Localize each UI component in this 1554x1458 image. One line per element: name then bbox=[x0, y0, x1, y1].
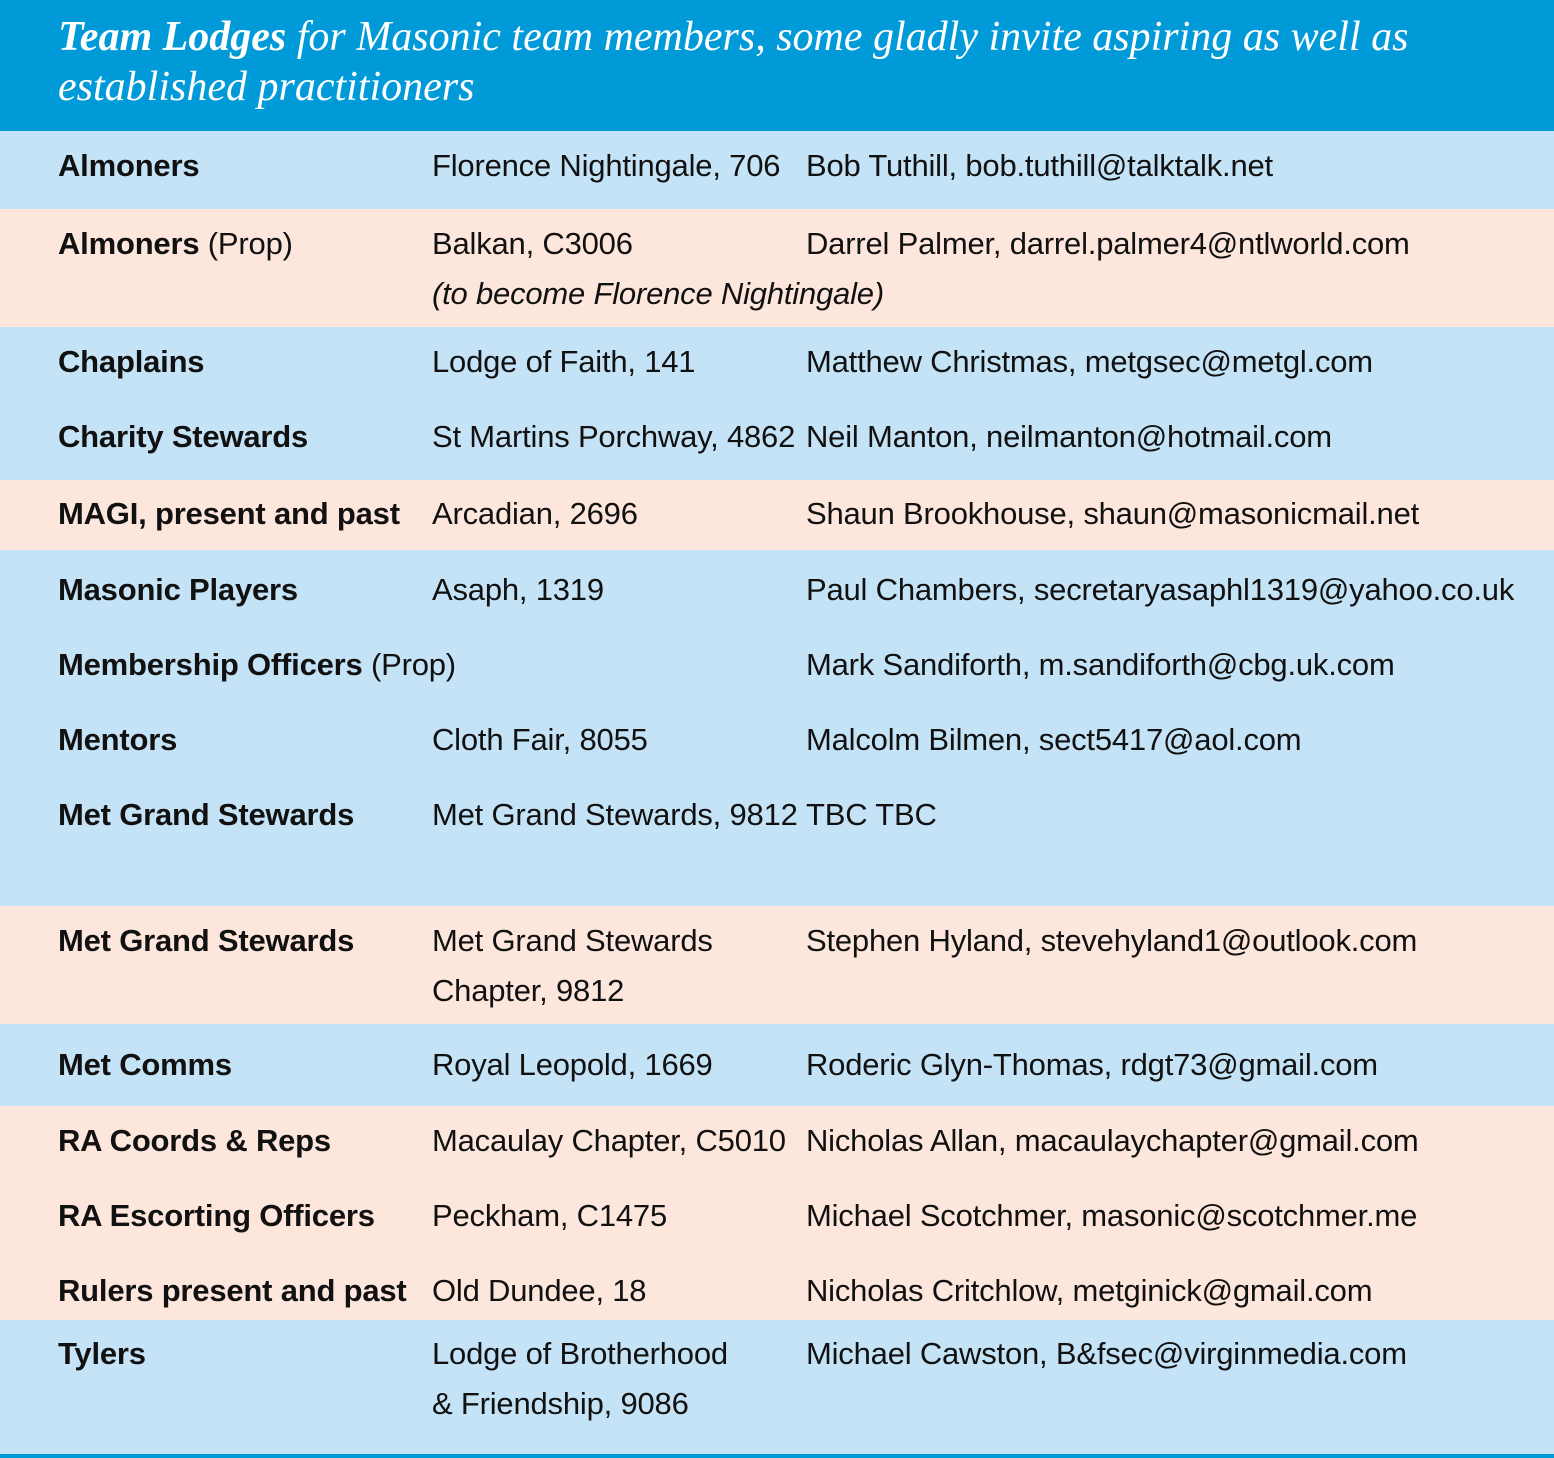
lodge-name: Cloth Fair, 8055 bbox=[432, 722, 648, 757]
lodge-name: Asaph, 1319 bbox=[432, 572, 604, 607]
role-name: RA Escorting Officers bbox=[58, 1198, 375, 1233]
lodge-name: Lodge of Faith, 141 bbox=[432, 344, 696, 379]
table-row bbox=[0, 1266, 1554, 1316]
contact-details: Matthew Christmas, metgsec@metgl.com bbox=[806, 344, 1373, 379]
lodge-name: Arcadian, 2696 bbox=[432, 496, 638, 531]
table-group bbox=[0, 327, 1554, 480]
contact-details: Neil Manton, neilmanton@hotmail.com bbox=[806, 419, 1332, 454]
lodge-name: Old Dundee, 18 bbox=[432, 1273, 647, 1308]
role-name: Rulers present and past bbox=[58, 1273, 407, 1308]
contact-details: Roderic Glyn-Thomas, rdgt73@gmail.com bbox=[806, 1047, 1378, 1082]
table-group bbox=[0, 209, 1554, 327]
page-subtitle-line2: established practitioners bbox=[58, 64, 475, 110]
role-name: Met Grand Stewards bbox=[58, 797, 355, 832]
table-row bbox=[0, 640, 1554, 715]
team-lodges-table bbox=[0, 131, 1554, 1454]
lodge-name-line2: & Friendship, 9086 bbox=[432, 1386, 689, 1421]
page-header bbox=[0, 0, 1554, 131]
contact-details: Nicholas Critchlow, metginick@gmail.com bbox=[806, 1273, 1373, 1308]
contact-details: Michael Scotchmer, masonic@scotchmer.me bbox=[806, 1198, 1418, 1233]
table-row bbox=[0, 1116, 1554, 1191]
lodge-name: Macaulay Chapter, C5010 bbox=[432, 1123, 786, 1158]
page-title: Team Lodges bbox=[58, 14, 287, 60]
role-name: Almoners bbox=[58, 148, 200, 183]
role-name: Chaplains bbox=[58, 344, 205, 379]
lodge-name: St Martins Porchway, 4862 bbox=[432, 419, 796, 454]
table-row-continuation bbox=[0, 966, 1554, 1016]
role-name: MAGI, present and past bbox=[58, 496, 400, 531]
role-name: Tylers bbox=[58, 1336, 146, 1371]
table-group bbox=[0, 1106, 1554, 1320]
role-name: RA Coords & Reps bbox=[58, 1123, 331, 1158]
table-row bbox=[0, 1329, 1554, 1379]
contact-details: Nicholas Allan, macaulaychapter@gmail.com bbox=[806, 1123, 1419, 1158]
lodge-name: Met Grand Stewards bbox=[432, 923, 713, 958]
contact-details: Stephen Hyland, stevehyland1@outlook.com bbox=[806, 923, 1418, 958]
lodge-name: Royal Leopold, 1669 bbox=[432, 1047, 713, 1082]
contact-details: TBC TBC bbox=[806, 797, 937, 832]
contact-details: Michael Cawston, B&fsec@virginmedia.com bbox=[806, 1336, 1407, 1371]
table-group bbox=[0, 480, 1554, 550]
table-group bbox=[0, 550, 1554, 906]
contact-details: Darrel Palmer, darrel.palmer4@ntlworld.com bbox=[806, 226, 1410, 261]
table-row bbox=[0, 412, 1554, 462]
contact-details: Paul Chambers, secretaryasaphl1319@yahoo.co.uk bbox=[806, 572, 1515, 607]
role-name: Met Comms bbox=[58, 1047, 232, 1082]
lodge-name-line2: Chapter, 9812 bbox=[432, 973, 625, 1008]
bottom-rule bbox=[0, 1454, 1554, 1458]
table-row-continuation bbox=[0, 1379, 1554, 1429]
table-group bbox=[0, 1320, 1554, 1454]
role-suffix: (Prop) bbox=[362, 647, 456, 682]
contact-details: Shaun Brookhouse, shaun@masonicmail.net bbox=[806, 496, 1420, 531]
role-name: Charity Stewards bbox=[58, 419, 309, 454]
role-suffix: (Prop) bbox=[199, 226, 293, 261]
lodge-name: Lodge of Brotherhood bbox=[432, 1336, 728, 1371]
role-name: Membership Officers bbox=[58, 647, 363, 682]
page-subtitle: for Masonic team members, some gladly invite aspiring as well as bbox=[286, 14, 1409, 60]
role-name: Masonic Players bbox=[58, 572, 298, 607]
contact-details: Mark Sandiforth, m.sandiforth@cbg.uk.com bbox=[806, 647, 1395, 682]
table-row bbox=[0, 1191, 1554, 1266]
table-group bbox=[0, 1024, 1554, 1106]
lodge-note: (to become Florence Nightingale) bbox=[432, 276, 884, 311]
table-row-continuation bbox=[0, 269, 1554, 319]
table-row bbox=[0, 219, 1554, 269]
table-group bbox=[0, 906, 1554, 1024]
table-row bbox=[0, 790, 1554, 840]
lodge-name: Peckham, C1475 bbox=[432, 1198, 667, 1233]
role-name: Almoners bbox=[58, 226, 200, 261]
table-row bbox=[0, 565, 1554, 640]
lodge-name: Met Grand Stewards, 9812 bbox=[432, 797, 798, 832]
table-row bbox=[0, 337, 1554, 412]
role-name: Mentors bbox=[58, 722, 178, 757]
lodge-name: Florence Nightingale, 706 bbox=[432, 148, 781, 183]
table-row bbox=[0, 715, 1554, 790]
lodge-name: Balkan, C3006 bbox=[432, 226, 633, 261]
table-group bbox=[0, 131, 1554, 209]
role-name: Met Grand Stewards bbox=[58, 923, 355, 958]
contact-details: Malcolm Bilmen, sect5417@aol.com bbox=[806, 722, 1302, 757]
contact-details: Bob Tuthill, bob.tuthill@talktalk.net bbox=[806, 148, 1273, 183]
table-row bbox=[0, 916, 1554, 966]
